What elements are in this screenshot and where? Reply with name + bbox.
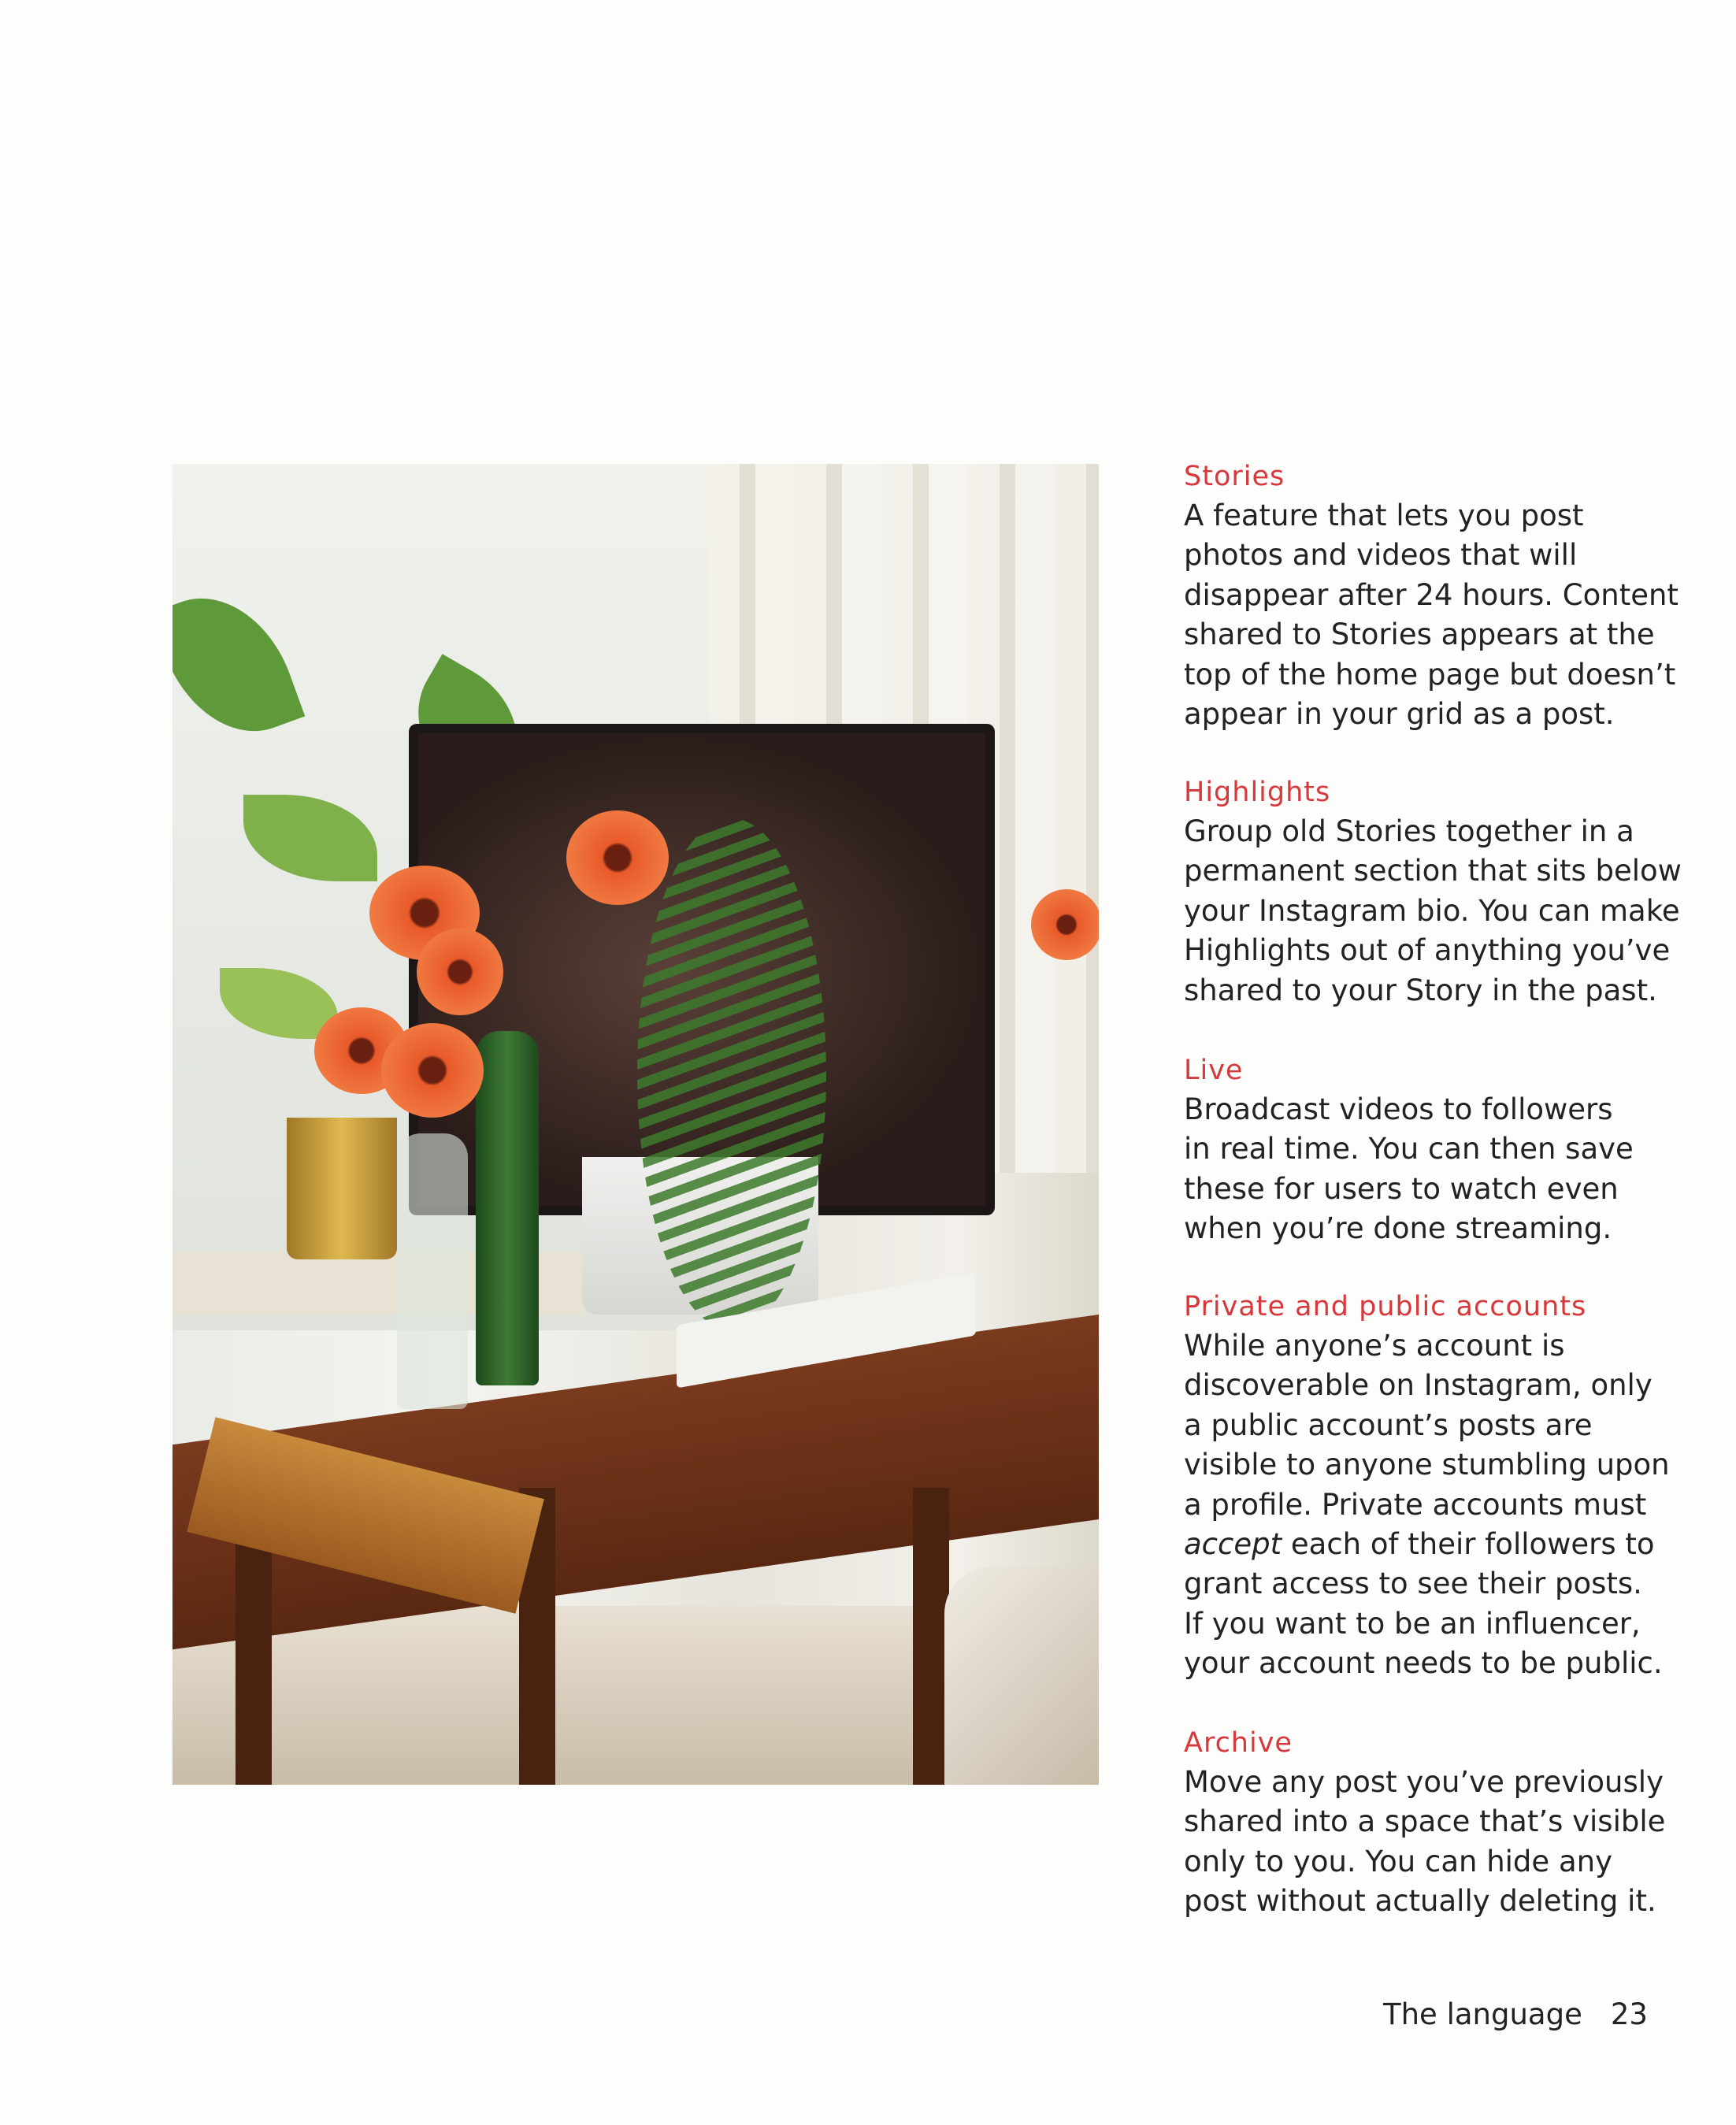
definition-line: your account needs to be public. bbox=[1184, 1646, 1663, 1681]
definition-line: appear in your grid as a post. bbox=[1184, 697, 1615, 732]
term-archive bbox=[1184, 1723, 1665, 1922]
page-number: 23 bbox=[1610, 1997, 1648, 2031]
definition-line: your Instagram bio. You can make bbox=[1184, 893, 1680, 928]
term-heading: Live bbox=[1184, 1055, 1244, 1086]
definition-line: permanent section that sits below bbox=[1184, 854, 1682, 888]
definition-line: If you want to be an influencer, bbox=[1184, 1606, 1641, 1641]
definition-line: While anyone’s account is bbox=[1184, 1329, 1565, 1363]
plant-pot bbox=[287, 1118, 397, 1259]
definition-line: post without actually deleting it. bbox=[1184, 1884, 1656, 1919]
term-heading: Stories bbox=[1184, 461, 1285, 492]
term-private-public-accounts bbox=[1184, 1287, 1670, 1684]
zinnia-flower bbox=[1031, 889, 1099, 960]
definition-line: in real time. You can then save bbox=[1184, 1132, 1634, 1166]
definition-line: A feature that lets you post bbox=[1184, 499, 1584, 532]
page-footer bbox=[1383, 1997, 1648, 2031]
desk-photo bbox=[172, 464, 1099, 1785]
chair bbox=[944, 1567, 1099, 1785]
term-live bbox=[1184, 1051, 1634, 1249]
definition-line: when you’re done streaming. bbox=[1184, 1211, 1612, 1246]
definition-fragment: each of their followers to bbox=[1282, 1527, 1655, 1562]
definition-line: shared into a space that’s visible bbox=[1184, 1804, 1666, 1839]
emphasis-word: accept bbox=[1184, 1527, 1282, 1562]
definition-line: discoverable on Instagram, only bbox=[1184, 1368, 1653, 1403]
zinnia-flower bbox=[566, 810, 669, 905]
definition-line: Move any post you’ve previously bbox=[1184, 1765, 1664, 1799]
term-heading: Private and public accounts bbox=[1184, 1291, 1587, 1322]
zinnia-flower bbox=[417, 929, 503, 1015]
green-bottle bbox=[476, 1031, 539, 1385]
term-heading: Highlights bbox=[1184, 777, 1331, 808]
definition-line: Broadcast videos to followers bbox=[1184, 1092, 1613, 1126]
glass-vase bbox=[397, 1133, 468, 1409]
term-heading: Archive bbox=[1184, 1727, 1293, 1759]
definition-line: top of the home page but doesn’t bbox=[1184, 657, 1676, 692]
zinnia-flower bbox=[381, 1023, 484, 1118]
definition-line: a public account’s posts are bbox=[1184, 1407, 1593, 1442]
definition-line: Group old Stories together in a bbox=[1184, 814, 1634, 848]
term-stories bbox=[1184, 457, 1679, 734]
definition-line: Highlights out of anything you’ve bbox=[1184, 933, 1671, 968]
definition-line: these for users to watch even bbox=[1184, 1171, 1619, 1206]
definition-line: shared to Stories appears at the bbox=[1184, 617, 1655, 652]
definition-line: grant access to see their posts. bbox=[1184, 1567, 1642, 1601]
term-highlights bbox=[1184, 773, 1682, 1011]
definition-line: disappear after 24 hours. Content bbox=[1184, 577, 1679, 612]
fern bbox=[637, 818, 826, 1330]
definition-line: photos and videos that will bbox=[1184, 538, 1578, 573]
definition-line: only to you. You can hide any bbox=[1184, 1844, 1612, 1878]
definition-line: visible to anyone stumbling upon bbox=[1184, 1448, 1670, 1482]
definition-line: shared to your Story in the past. bbox=[1184, 973, 1657, 1007]
chapter-title: The language bbox=[1383, 1997, 1582, 2031]
definition-line: a profile. Private accounts must bbox=[1184, 1487, 1647, 1522]
definition-line bbox=[1184, 1525, 1670, 1564]
